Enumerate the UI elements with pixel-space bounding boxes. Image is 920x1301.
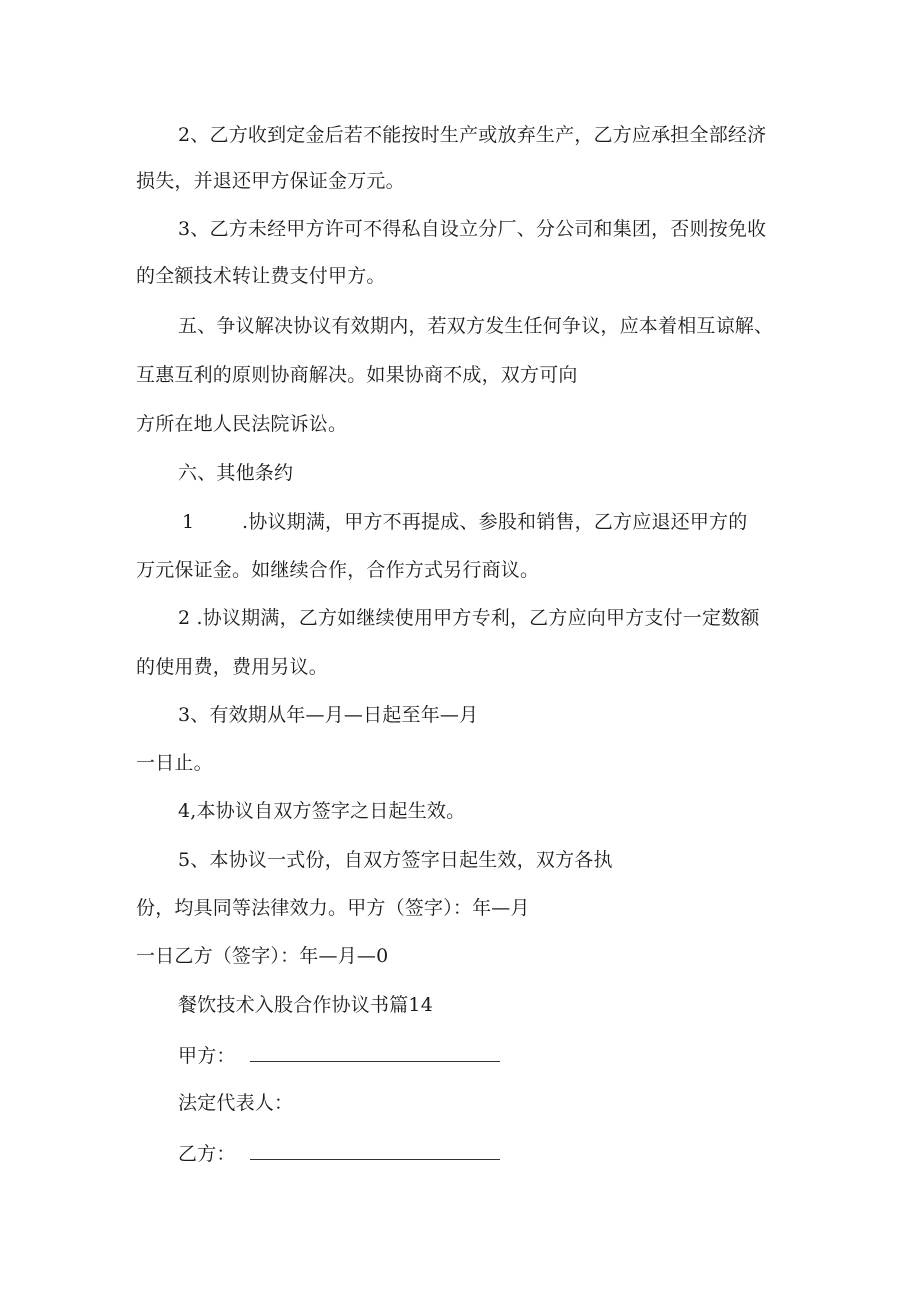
party-b-row	[178, 1139, 500, 1167]
paragraph-line: 2 .协议期满，乙方如继续使用甲方专利，乙方应向甲方支付一定数额	[178, 607, 760, 629]
paragraph-line: 4,本协议自双方签字之日起生效。	[178, 800, 466, 822]
list-number: 1	[182, 511, 195, 533]
paragraph-line: 的全额技术转让费支付甲方。	[136, 265, 386, 287]
party-b-label: 乙方：	[178, 1143, 236, 1165]
paragraph-line: 5、本协议一式份，自双方签字日起生效，双方各执	[178, 849, 613, 871]
party-a-row	[178, 1041, 500, 1069]
paragraph-line: .协议期满，甲方不再提成、参股和销售，乙方应退还甲方的	[242, 511, 748, 533]
party-a-blank[interactable]	[250, 1041, 500, 1062]
paragraph-line: 的使用费，费用另议。	[136, 656, 329, 678]
paragraph-line: 3、乙方未经甲方许可不得私自设立分厂、分公司和集团，否则按免收	[178, 218, 767, 240]
paragraph-line: 份，均具同等法律效力。甲方（签字）：年—月	[136, 897, 530, 919]
document-title: 餐饮技术入股合作协议书篇14	[178, 994, 433, 1016]
party-a-label: 甲方：	[178, 1045, 236, 1067]
paragraph-line: 互惠互利的原则协商解决。如果协商不成，双方可向	[136, 364, 578, 386]
paragraph-line: 一日乙方（签字）：年—月—0	[136, 945, 389, 967]
paragraph-line: 3、有效期从年—月—日起至年—月	[178, 704, 479, 726]
paragraph-line: 一日止。	[136, 752, 213, 774]
section-heading-other-terms: 六、其他条约	[178, 462, 294, 484]
section-heading-dispute: 五、争议解决协议有效期内，若双方发生任何争议，应本着相互谅解、	[178, 315, 774, 337]
legal-rep-label: 法定代表人：	[178, 1092, 294, 1114]
paragraph-line: 万元保证金。如继续合作，合作方式另行商议。	[136, 559, 540, 581]
paragraph-line: 方所在地人民法院诉讼。	[136, 413, 348, 435]
party-b-blank[interactable]	[250, 1139, 500, 1160]
paragraph-line: 损失，并退还甲方保证金万元。	[136, 170, 405, 192]
paragraph-line: 2、乙方收到定金后若不能按时生产或放弃生产，乙方应承担全部经济	[178, 124, 767, 146]
